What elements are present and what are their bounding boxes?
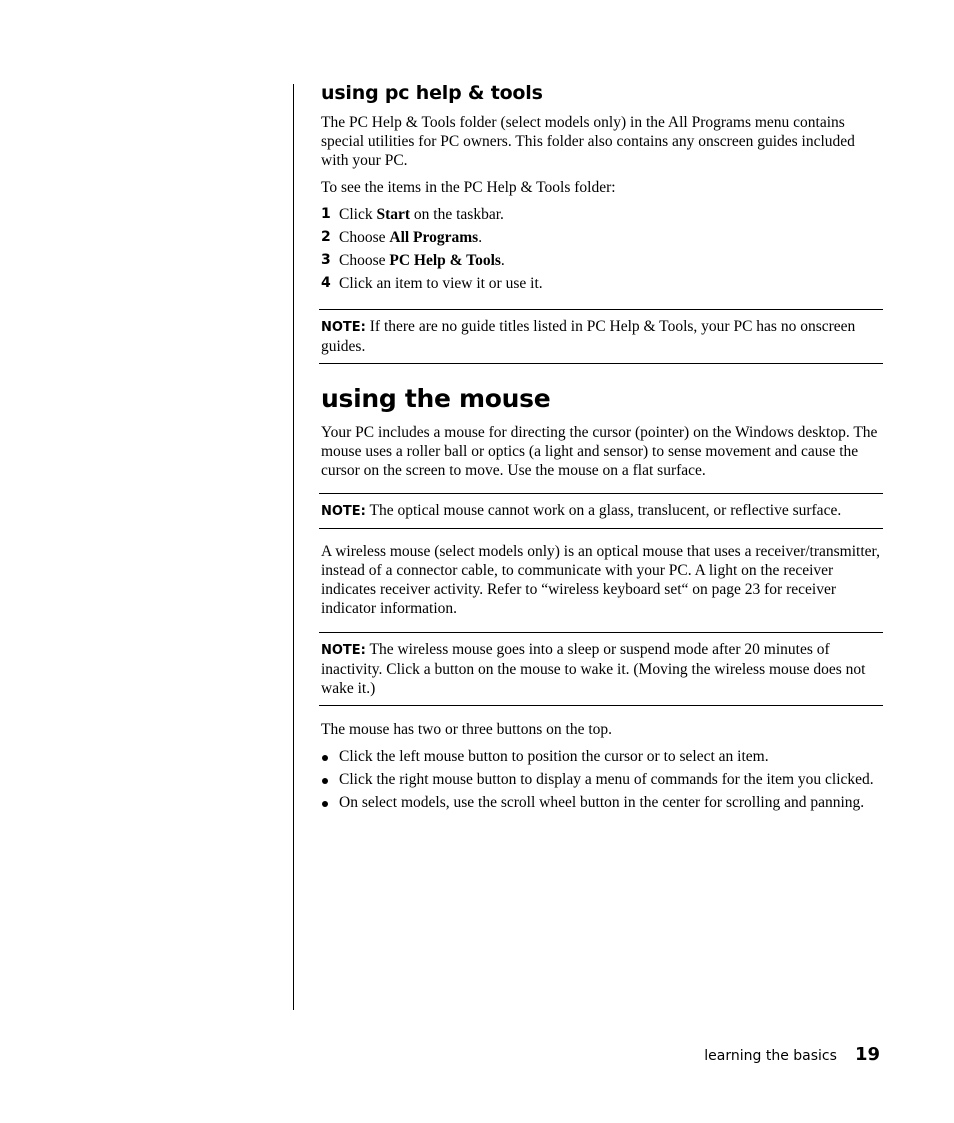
wireless-paragraph: A wireless mouse (select models only) is an optical mouse that uses a receiver/transmitter, instead of a connector cable, to communicate with your PC. A light on the receiver indicates receiver activity. Refer to “wireless keyboard set“ on page 23 for receiver indicator information. [321, 543, 880, 617]
note-wireless [319, 632, 883, 706]
step-item: 3 Choose PC Help & Tools. [321, 252, 505, 269]
margin-rule [293, 84, 294, 1010]
note-pc-help [319, 309, 883, 364]
bullet-icon [322, 755, 328, 761]
note-text: The wireless mouse goes into a sleep or suspend mode after 20 minutes of inactivity. Click a button on the mouse to wake it. (Moving the wireless mouse does not wake it.) [321, 641, 866, 697]
list-item: Click the left mouse button to position the cursor or to select an item. [321, 747, 881, 766]
list-item: Click the right mouse button to display a menu of commands for the item you clicked. [321, 770, 881, 789]
step-item: 4 Click an item to view it or use it. [321, 275, 543, 292]
bullet-icon [322, 801, 328, 807]
pc-help-intro: The PC Help & Tools folder (select models only) in the All Programs menu contains special utilities for PC owners. This folder also contains any onscreen guides included with your PC. [321, 114, 855, 169]
list-item: On select models, use the scroll wheel button in the center for scrolling and panning. [321, 793, 881, 812]
note-text: If there are no guide titles listed in PC Help & Tools, your PC has no onscreen guides. [321, 318, 856, 355]
buttons-lead: The mouse has two or three buttons on the top. [321, 721, 613, 738]
page-number: 19 [854, 1044, 880, 1065]
note-optical [319, 493, 883, 529]
note-label: NOTE: [321, 504, 366, 519]
page-content [321, 82, 881, 816]
note-text: The optical mouse cannot work on a glass, translucent, or reflective surface. [365, 502, 842, 519]
footer-chapter: learning the basics [704, 1048, 837, 1064]
bullet-list [321, 747, 881, 812]
pc-help-lead: To see the items in the PC Help & Tools folder: [321, 179, 616, 196]
bullet-icon [322, 778, 328, 784]
steps-list [321, 205, 881, 293]
note-label: NOTE: [321, 320, 366, 335]
section-heading-pc-help: using pc help & tools [321, 82, 543, 104]
page-footer [704, 1044, 880, 1065]
step-item: 2 Choose All Programs. [321, 229, 483, 246]
mouse-intro: Your PC includes a mouse for directing the cursor (pointer) on the Windows desktop. The mouse uses a roller ball or optics (a light and sensor) to sense movement and cause the cursor on the screen to move. Use the mouse on a flat surface. [321, 424, 878, 479]
note-label: NOTE: [321, 643, 366, 658]
section-heading-mouse: using the mouse [321, 384, 551, 413]
step-item: 1 Click Start on the taskbar. [321, 206, 504, 223]
